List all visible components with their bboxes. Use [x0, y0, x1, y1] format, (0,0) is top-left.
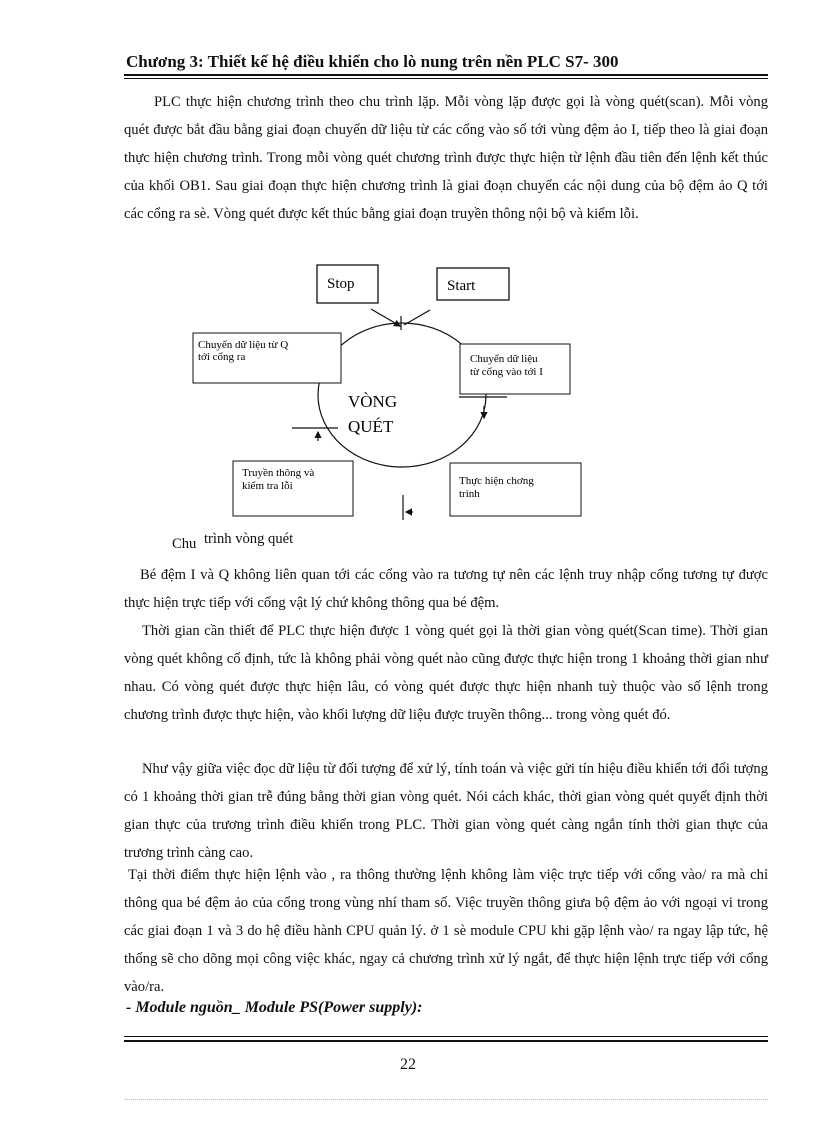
delay-paragraph: Như vậy giữa việc đọc dữ liệu từ đối tượng để xử lý, tính toán và việc gửi tín hiệu điều khiển tới đối tượng có 1 khoảng thời gian trễ đúng bằng thời gian vòng quét. Nói cách khác, thời gian vòng quét quyết định thời gian thực của trương trình điều khiển trong PLC. Thời gian vòng quét càng ngắn tính thời gian thực của trương trình càng cao. — [124, 761, 768, 861]
loop-center-line2: QUÉT — [348, 417, 394, 436]
page-number: 22 — [400, 1056, 416, 1073]
intro-paragraph: PLC thực hiện chương trình theo chu trình lặp. Mỗi vòng lặp được gọi là vòng quét(scan). Mỗi vòng quét được bắt đầu bằng giai đoạn chuyển dữ liệu từ các cổng vào số tới vùng đệm ảo I, tiếp theo là giai đoạn thực hiện chương trình. Trong mỗi vòng quét chương trình được thực hiện từ lệnh đầu tiên đến lệnh kết thúc của khối OB1. Sau giai đoạn thực hiện chương trình là giai đoạn chuyển các nội dung của bộ đệm ảo Q tới các cổng ra sè. Vòng quét được kết thúc bằng giai đoạn truyền thông nội bộ và kiểm lỗi. — [124, 94, 768, 222]
footer-rule-thin — [124, 1036, 768, 1037]
footer-dotted-line — [124, 1099, 768, 1100]
start-label: Start — [447, 278, 476, 294]
input-phase-line2: từ cổng vào tới I — [470, 366, 543, 378]
io-paragraph: Tại thời điểm thực hiện lệnh vào , ra thông thường lệnh không làm việc trực tiếp với cổng vào/ ra mà chỉ thông qua bé đệm ảo của cổng trong vùng nhí tham số. Việc truyền thông giưa bộ đệm ảo với ngoại vi trong các giai đoạn 1 và 3 do hệ điều hành CPU quản lý. ở 1 sè module CPU khi gặp lệnh vào/ ra ngay lập tức, hệ thống sẽ cho dõng mọi công việc khác, ngay cả chương trình xử lý ngắt, để thực hiện lệnh trực tiếp với cổng vào/ra. — [124, 867, 768, 995]
scan-cycle-diagram — [0, 0, 816, 560]
exec-phase-line2: trình — [459, 488, 480, 500]
footer-rule-thick — [124, 1040, 768, 1042]
exec-phase-line1: Thực hiện chơng — [459, 475, 534, 487]
input-phase-line1: Chuyển dữ liệu — [470, 353, 538, 365]
loop-center-line1: VÒNG — [348, 392, 398, 411]
comm-phase-line2: kiểm tra lỗi — [242, 480, 293, 492]
figure-caption-part1: Chu — [172, 536, 197, 552]
buffer-paragraph: Bé đệm I và Q không liên quan tới các cổng vào ra tương tự nên các lệnh truy nhập cổng tương tự được thực hiện trực tiếp với cổng vật lý chứ không thông qua bé đệm. — [124, 567, 768, 611]
comm-phase-line1: Truyền thông và — [242, 467, 315, 479]
stop-label: Stop — [327, 276, 355, 292]
page-header-title: Chương 3: Thiết kế hệ điều khiển cho lò nung trên nền PLC S7- 300 — [126, 52, 619, 71]
figure-caption-part2: trình vòng quét — [204, 531, 294, 547]
scan-time-paragraph: Thời gian cần thiết để PLC thực hiện được 1 vòng quét gọi là thời gian vòng quét(Scan time). Thời gian vòng quét không cố định, tức là không phải vòng quét nào cũng được thực hiện trong 1 khoảng thời gian như nhau. Có vòng quét được thực hiện lâu, có vòng quét được thực hiện nhanh tuỳ thuộc vào số lệnh trong chương trình được thực hiện, vào khối lượng dữ liệu được truyền thông... trong vòng quét đó. — [124, 623, 768, 723]
section-heading: - Module nguồn_ Module PS(Power supply): — [126, 999, 423, 1016]
output-phase-line2: tới cổng ra — [198, 351, 246, 363]
output-phase-line1: Chuyển dữ liệu từ Q — [198, 339, 289, 351]
